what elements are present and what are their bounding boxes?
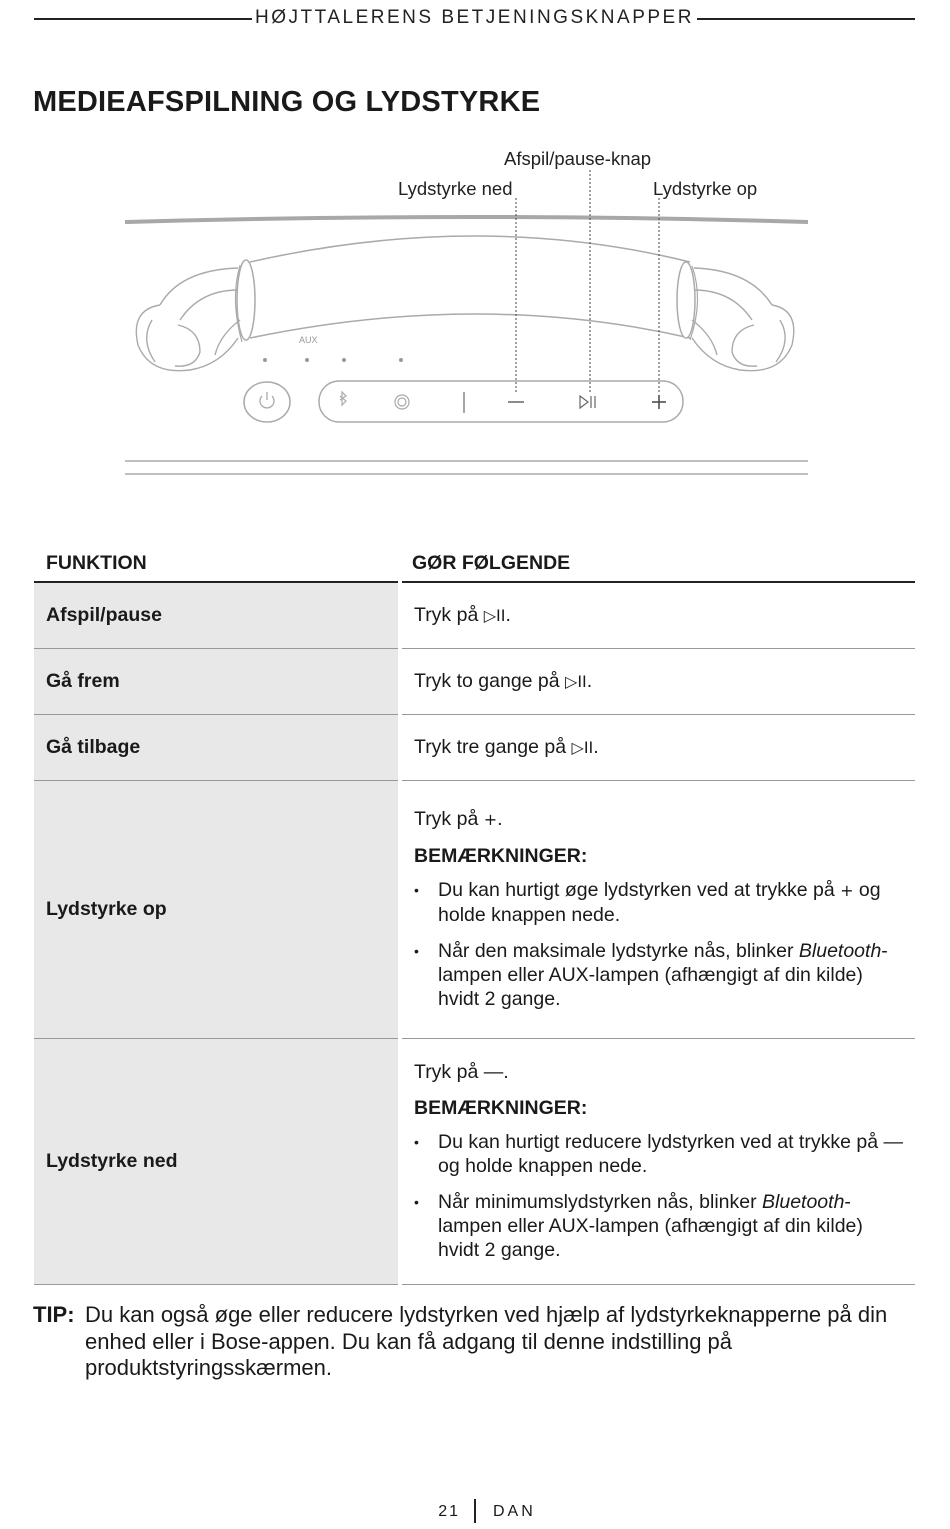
- running-header: [34, 6, 915, 32]
- page-title: MEDIEAFSPILNING OG LYDSTYRKE: [33, 86, 541, 118]
- function-cell: Lydstyrke op: [34, 780, 400, 1038]
- play-pause-glyph: ▷II: [565, 671, 587, 691]
- play-pause-glyph: ▷II: [483, 605, 506, 625]
- action-text: Tryk tre gange på: [414, 735, 572, 758]
- header-rule-right: [697, 18, 915, 20]
- page-number: 21: [438, 1503, 460, 1520]
- action-line: Tryk på +.: [414, 808, 503, 830]
- plus-glyph: +: [840, 881, 854, 900]
- function-table: [34, 545, 915, 1285]
- action-cell: [400, 714, 915, 780]
- plus-glyph: +: [483, 810, 498, 829]
- minus-glyph: —: [483, 1061, 504, 1083]
- notes-list: [414, 878, 903, 1011]
- section-title: HØJTTALERENS BETJENINGSKNAPPER: [255, 7, 694, 28]
- list-item: • Når den maksimale lydstyrke nås, blinker Bluetooth-lampen eller AUX-lampen (afhængigt af din kilde) hvidt 2 gange.: [414, 940, 888, 1010]
- column-header-function: FUNKTION: [34, 545, 400, 582]
- action-cell: [400, 648, 915, 714]
- callout-volume-down: Lydstyrke ned: [398, 178, 513, 199]
- action-text: Tryk to gange på: [414, 669, 566, 692]
- action-cell: [400, 582, 915, 648]
- play-pause-glyph: ▷II: [571, 737, 594, 757]
- language-code: DAN: [493, 1503, 536, 1520]
- action-cell: [400, 1038, 915, 1284]
- callout-volume-up: Lydstyrke op: [653, 178, 758, 199]
- aux-label: AUX: [299, 335, 318, 345]
- function-cell: Afspil/pause: [34, 582, 400, 648]
- tip-text: Du kan også øge eller reducere lydstyrken ved hjælp af lydstyrkeknapperne på din enhed eller i Bose-appen. Du kan få adgang til denne indstilling på produktstyringsskærmen.: [85, 1302, 888, 1380]
- function-cell: Gå frem: [34, 648, 400, 714]
- minus-glyph: —: [883, 1131, 903, 1153]
- action-text: Tryk på: [414, 603, 484, 626]
- list-item: • Du kan hurtigt øge lydstyrken ved at trykke på + og holde knappen nede.: [414, 879, 881, 926]
- notes-heading: BEMÆRKNINGER:: [414, 1097, 588, 1119]
- action-cell: [400, 780, 915, 1038]
- column-header-action: GØR FØLGENDE: [400, 545, 915, 582]
- footer-separator: [474, 1499, 476, 1523]
- action-suffix: .: [505, 603, 511, 626]
- list-item: • Når minimumslydstyrken nås, blinker Bluetooth-lampen eller AUX-lampen (afhængigt af din kilde) hvidt 2 gange.: [414, 1191, 863, 1261]
- action-suffix: .: [593, 735, 599, 758]
- tip-block: [33, 1302, 893, 1382]
- table-row: [34, 1038, 915, 1284]
- table-row: [34, 648, 915, 714]
- notes-list: [414, 1130, 903, 1262]
- function-cell: Gå tilbage: [34, 714, 400, 780]
- speaker-controls-diagram: [100, 140, 850, 490]
- tip-label: TIP:: [33, 1302, 75, 1327]
- table-row: [34, 714, 915, 780]
- table-row: [34, 582, 915, 648]
- function-cell: Lydstyrke ned: [34, 1038, 400, 1284]
- notes-heading: BEMÆRKNINGER:: [414, 845, 588, 867]
- action-line: Tryk på —.: [414, 1061, 509, 1083]
- action-suffix: .: [586, 669, 593, 692]
- callout-play-pause: Afspil/pause-knap: [504, 148, 652, 169]
- list-item: • Du kan hurtigt reducere lydstyrken ved at trykke på — og holde knappen nede.: [414, 1131, 903, 1177]
- table-row: [34, 780, 915, 1038]
- table-header-row: [34, 545, 915, 582]
